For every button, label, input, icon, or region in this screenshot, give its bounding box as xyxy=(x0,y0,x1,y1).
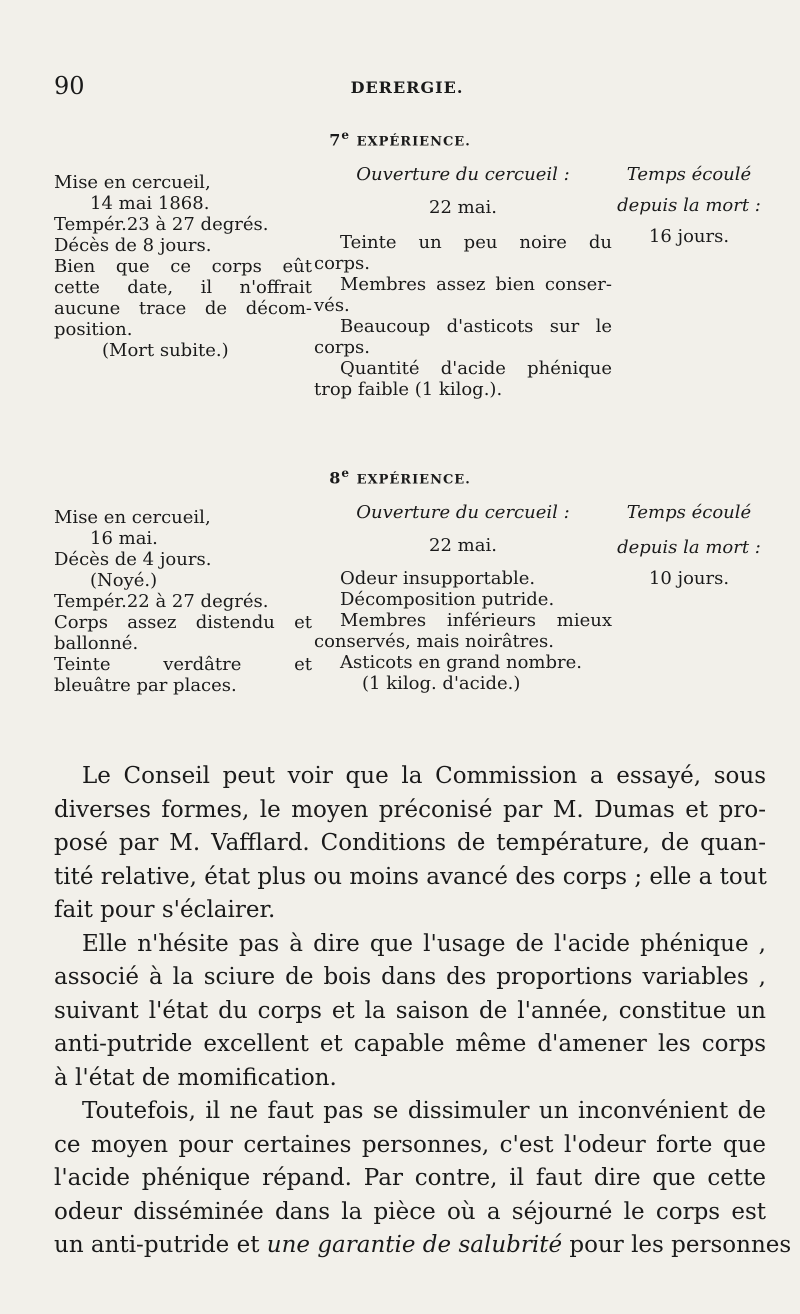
exp7-right-column xyxy=(614,164,764,247)
exp8-right-value: 10 jours. xyxy=(648,568,730,589)
text-segment: pour les personnes xyxy=(562,1232,792,1258)
exp8-mid-date: 22 mai. xyxy=(429,535,497,556)
exp7-mid-line: trop faible (1 kilog.). xyxy=(314,379,503,400)
exp8-sup: e xyxy=(341,466,351,480)
text-line: l'acide phénique répand. Par contre, il faut dire que cette xyxy=(54,1165,766,1191)
exp7-mid-line: corps. xyxy=(314,253,371,274)
exp8-mid-line: Décomposition putride. xyxy=(340,589,555,610)
exp7-mid-line: corps. xyxy=(314,337,371,358)
exp7-left-line: 14 mai 1868. xyxy=(90,193,210,214)
exp7-left-line: position. xyxy=(54,319,133,340)
exp8-mid-line: Odeur insupportable. xyxy=(340,568,536,589)
exp7-left-line: Mise en cercueil, xyxy=(54,172,211,193)
text-line: Le Conseil peut voir que la Commission a essayé, sous xyxy=(82,763,766,789)
exp7-right-heading: Temps écoulé xyxy=(626,164,752,185)
text-line: tité relative, état plus ou moins avancé des corps ; elle a tout xyxy=(54,863,767,890)
paragraph xyxy=(54,928,766,1096)
text-line: suivant l'état du corps et la saison de l'année, constitue un xyxy=(54,997,766,1024)
exp7-mid-date: 22 mai. xyxy=(429,197,497,218)
exp8-word: EXPÉRIENCE. xyxy=(356,472,471,488)
exp8-left-line: Tempér.22 à 27 degrés. xyxy=(54,591,269,612)
text-line: posé par M. Vafflard. Conditions de température, de quan- xyxy=(54,830,766,856)
exp8-left-line: Corps assez distendu et xyxy=(54,612,312,633)
exp7-left-column xyxy=(54,172,312,361)
exp8-middle-column xyxy=(314,502,612,694)
exp7-mid-heading: Ouverture du cercueil : xyxy=(356,164,570,185)
italic-phrase: une garantie de salubrité xyxy=(266,1232,563,1258)
exp7-word: EXPÉRIENCE. xyxy=(356,134,471,150)
running-head: DERERGIE. xyxy=(350,78,464,97)
text-line: odeur disséminée dans la pièce où a séjourné le corps est xyxy=(54,1198,766,1225)
exp8-right-heading: Temps écoulé xyxy=(626,502,752,523)
exp8-left-line: 16 mai. xyxy=(90,528,158,549)
exp8-right-column xyxy=(614,502,764,589)
exp8-left-line: bleuâtre par places. xyxy=(54,675,237,696)
exp8-mid-line: (1 kilog. d'acide.) xyxy=(362,673,521,694)
exp7-sup: e xyxy=(341,128,351,142)
exp7-mid-line: vés. xyxy=(314,295,350,316)
experiment-7-title xyxy=(0,128,800,149)
text-line: Toutefois, il ne faut pas se dissimuler un inconvénient de xyxy=(82,1098,766,1124)
exp7-mid-line: Membres assez bien conser- xyxy=(340,274,612,295)
exp7-mid-line: Teinte un peu noire du xyxy=(340,232,612,253)
page-number: 90 xyxy=(54,72,85,100)
text-line: associé à la sciure de bois dans des proportions variables , xyxy=(54,964,766,990)
exp7-left-line: Tempér.23 à 27 degrés. xyxy=(54,214,269,235)
exp7-right-value: 16 jours. xyxy=(648,226,730,247)
exp8-mid-line: conservés, mais noirâtres. xyxy=(314,631,554,652)
text-line: fait pour s'éclairer. xyxy=(54,897,276,923)
exp8-number: 8 xyxy=(329,468,342,488)
exp7-right-subheading: depuis la mort : xyxy=(617,195,761,216)
exp8-mid-line: Asticots en grand nombre. xyxy=(340,652,582,673)
text-line xyxy=(54,1229,792,1263)
exp7-left-line: Décès de 8 jours. xyxy=(54,235,212,256)
exp7-mid-line: Quantité d'acide phénique xyxy=(340,358,612,379)
exp7-left-line: (Mort subite.) xyxy=(102,340,229,361)
exp8-left-line: Décès de 4 jours. xyxy=(54,549,212,570)
body-text xyxy=(54,760,792,1263)
exp8-mid-line: Membres inférieurs mieux xyxy=(340,610,612,631)
exp7-left-line: Bien que ce corps eût xyxy=(54,256,312,277)
text-line: ce moyen pour certaines personnes, c'est l'odeur forte que xyxy=(54,1131,766,1158)
exp8-left-line: (Noyé.) xyxy=(90,570,158,591)
exp7-left-line: cette date, il n'offrait xyxy=(54,277,312,298)
exp8-left-column xyxy=(54,507,312,696)
exp8-left-line: Mise en cercueil, xyxy=(54,507,211,528)
exp8-right-subheading: depuis la mort : xyxy=(617,537,761,558)
paragraph xyxy=(54,760,766,928)
exp7-left-line: aucune trace de décom- xyxy=(54,298,312,319)
text-segment: un anti-putride et xyxy=(54,1232,267,1258)
text-line: à l'état de momification. xyxy=(54,1064,337,1091)
exp7-middle-column xyxy=(314,164,612,400)
text-line: Elle n'hésite pas à dire que l'usage de l'acide phénique , xyxy=(82,930,766,957)
page-header xyxy=(54,72,760,102)
paragraph xyxy=(54,1095,792,1263)
exp8-left-line: Teinte verdâtre et xyxy=(54,654,312,675)
text-line: diverses formes, le moyen préconisé par M. Dumas et pro- xyxy=(54,796,766,823)
exp8-left-line: ballonné. xyxy=(54,633,139,654)
experiment-8-title xyxy=(0,466,800,487)
text-line: anti-putride excellent et capable même d'amener les corps xyxy=(54,1031,766,1057)
exp7-mid-line: Beaucoup d'asticots sur le xyxy=(340,316,612,337)
exp7-number: 7 xyxy=(329,130,342,150)
exp8-mid-heading: Ouverture du cercueil : xyxy=(356,502,570,523)
